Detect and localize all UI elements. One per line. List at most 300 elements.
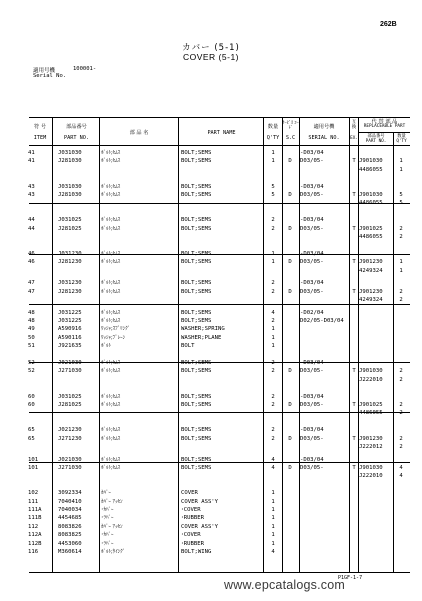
serial-range-cell: D03/05-: [300, 368, 324, 375]
part-name-cell: ･COVER: [181, 507, 201, 513]
quantity-cell: 4: [271, 549, 275, 555]
header-qty-jp: 数量: [267, 124, 279, 130]
replacement-qty-cell: 2: [399, 402, 403, 408]
item-cell: 52: [28, 360, 35, 366]
serial-range-cell: D03/05-: [300, 435, 324, 442]
table-row: [0, 216, 422, 224]
table-row: [0, 359, 422, 367]
replacement-qty-cell: 2: [399, 376, 403, 383]
quantity-cell: 1: [271, 250, 275, 257]
header-ex-jp: 互換: [351, 120, 357, 130]
part-number-cell: 8083825: [58, 532, 82, 539]
table-row: [0, 342, 422, 350]
serial-range-cell: -D03/04: [300, 217, 324, 224]
part-name-jp-cell: ﾎﾞﾙﾄ;ｾﾑｽ: [101, 368, 121, 375]
item-cell: 101: [28, 456, 39, 463]
service-code-cell: D: [288, 192, 292, 198]
table-row: [0, 443, 422, 451]
item-cell: 43: [28, 192, 35, 198]
serial-range-cell: -D03/04: [300, 183, 324, 190]
part-number-cell: J031025: [58, 217, 82, 224]
part-name-jp-cell: ﾎﾞﾙﾄ;ｾﾑｽ: [101, 360, 121, 366]
part-name-jp-cell: ﾎﾞﾙﾄ;ｾﾑｽ: [101, 217, 121, 224]
item-cell: 111A: [28, 507, 42, 513]
part-number-cell: 7040410: [58, 498, 82, 505]
header-serial: SERIAL NO.: [308, 135, 340, 141]
table-row: [0, 523, 422, 531]
table-row: [0, 225, 422, 233]
quantity-cell: 2: [271, 427, 275, 434]
table-row: [0, 548, 422, 556]
replacement-part-cell: 4486055: [359, 234, 383, 240]
part-name-jp-cell: ﾎﾞﾙﾄ;ｾﾑｽ: [101, 280, 121, 287]
part-name-cell: BOLT;SEMS: [181, 465, 212, 471]
part-number-cell: A590116: [58, 334, 82, 341]
item-cell: 48: [28, 318, 35, 324]
part-name-cell: BOLT;SEMS: [181, 250, 212, 257]
header-rpart: PART NO.: [365, 139, 387, 144]
quantity-cell: 1: [271, 334, 275, 341]
serial-range-cell: D03/05-: [300, 225, 324, 232]
header-name: PART NAME: [207, 130, 236, 136]
replacement-qty-cell: 1: [399, 166, 403, 173]
header-name-jp: 部 品 名: [129, 130, 149, 136]
quantity-cell: 2: [271, 402, 275, 408]
watermark: www.epcatalogs.com: [224, 578, 346, 592]
part-number-cell: J271030: [58, 368, 82, 375]
part-number-cell: J031030: [58, 150, 82, 156]
part-number-cell: J281025: [58, 225, 82, 232]
header-sc: S.C: [285, 135, 296, 141]
serial-range-cell: D03/05-: [300, 465, 324, 471]
part-name-cell: BOLT;SEMS: [181, 318, 212, 324]
part-number-cell: 7040034: [58, 507, 82, 513]
part-name-cell: WASHER;SPRING: [181, 326, 225, 333]
item-cell: 112: [28, 523, 39, 530]
part-number-cell: J031025: [58, 393, 82, 400]
serial-range-cell: D03/05-: [300, 259, 324, 266]
part-number-cell: J021230: [58, 427, 82, 434]
replacement-qty-cell: 2: [399, 225, 403, 232]
part-name-cell: BOLT;SEMS: [181, 435, 212, 442]
table-row: [0, 250, 422, 258]
quantity-cell: 1: [271, 532, 275, 539]
quantity-cell: 1: [271, 540, 275, 547]
service-code-cell: D: [288, 158, 292, 165]
header-rqty: Q'TY: [396, 139, 407, 144]
replacement-qty-cell: 2: [399, 368, 403, 375]
quantity-cell: 2: [271, 318, 275, 324]
service-code-cell: D: [288, 225, 292, 232]
part-name-cell: BOLT;SEMS: [181, 183, 212, 190]
page-title: COVER (5-1): [182, 52, 240, 62]
exchangeable-cell: T: [352, 225, 356, 232]
serial-range-cell: -D03/04: [300, 393, 324, 400]
exchangeable-cell: T: [352, 402, 356, 408]
service-code-cell: D: [288, 465, 292, 471]
part-number-cell: A590916: [58, 326, 82, 333]
replacement-part-cell: 4249324: [359, 267, 383, 274]
part-number-cell: J281230: [58, 259, 82, 266]
part-name-cell: BOLT;WING: [181, 549, 212, 555]
item-cell: 65: [28, 427, 35, 434]
footer-code: P1GF-1-7: [338, 575, 363, 581]
part-name-jp-cell: ･ｶﾊﾞｰ: [101, 532, 114, 539]
quantity-cell: 2: [271, 217, 275, 224]
replacement-part-cell: J901230: [359, 288, 383, 295]
part-name-cell: BOLT;SEMS: [181, 456, 212, 463]
part-number-cell: J031030: [58, 183, 82, 190]
table-row: [0, 233, 422, 241]
part-name-cell: BOLT;SEMS: [181, 158, 212, 165]
quantity-cell: 1: [271, 507, 275, 513]
replacement-qty-cell: 5: [399, 200, 403, 207]
service-code-cell: D: [288, 259, 292, 266]
replacement-part-cell: J222010: [359, 473, 383, 480]
quantity-cell: 1: [271, 326, 275, 333]
exchangeable-cell: T: [352, 288, 356, 295]
item-cell: 47: [28, 280, 35, 287]
serial-label: Serial No.: [33, 73, 67, 79]
part-name-jp-cell: ﾎﾞﾙﾄ;ｾﾑｽ: [101, 393, 121, 400]
part-name-jp-cell: ﾎﾞﾙﾄ;ｾﾑｽ: [101, 259, 121, 266]
replacement-part-cell: J901230: [359, 259, 383, 266]
page-number: 262B: [380, 21, 397, 28]
part-name-cell: COVER ASS'Y: [181, 523, 219, 530]
quantity-cell: 5: [271, 192, 275, 198]
part-number-cell: 4454685: [58, 515, 82, 522]
part-name-cell: WASHER;PLANE: [181, 334, 222, 341]
table-row: [0, 435, 422, 443]
table-row: [0, 317, 422, 325]
serial-range-cell: -D03/04: [300, 280, 324, 287]
table-row: [0, 191, 422, 199]
serial-range-cell: -D02/04: [300, 309, 324, 316]
part-name-jp-cell: ｶﾊﾞｰ ｱｯｾﾝ: [101, 523, 123, 530]
part-name-cell: BOLT;SEMS: [181, 192, 212, 198]
quantity-cell: 2: [271, 225, 275, 232]
item-cell: 41: [28, 150, 35, 156]
part-number-cell: J271230: [58, 435, 82, 442]
item-cell: 49: [28, 326, 35, 333]
table-row: [0, 540, 422, 548]
part-name-cell: COVER: [181, 490, 198, 497]
part-name-cell: BOLT;SEMS: [181, 309, 212, 316]
quantity-cell: 4: [271, 456, 275, 463]
part-number-cell: J021030: [58, 360, 82, 366]
part-number-cell: J281025: [58, 402, 82, 408]
item-cell: 52: [28, 368, 35, 375]
header-ex: EX.: [350, 136, 358, 141]
service-code-cell: D: [288, 402, 292, 408]
table-row: [0, 296, 422, 304]
table-row: [0, 401, 422, 409]
serial-range-cell: D03/05-: [300, 158, 324, 165]
replacement-qty-cell: 2: [399, 435, 403, 442]
service-code-cell: D: [288, 288, 292, 295]
part-name-cell: ･RUBBER: [181, 515, 205, 522]
part-name-jp-cell: ﾎﾞﾙﾄ;ｾﾑｽ: [101, 402, 121, 408]
replacement-part-cell: J901030: [359, 465, 383, 471]
table-row: [0, 149, 422, 157]
header-top-rule: [29, 117, 410, 118]
quantity-cell: 4: [271, 465, 275, 471]
replacement-qty-cell: 2: [399, 444, 403, 450]
header-part-jp: 部品番号: [66, 124, 87, 130]
part-number-cell: M360614: [58, 549, 82, 555]
table-row: [0, 514, 422, 522]
part-name-jp-cell: ｶﾊﾞｰ ｱｯｾﾝ: [101, 498, 123, 505]
table-row: [0, 199, 422, 207]
part-name-jp-cell: ･ﾗﾊﾞｰ: [101, 540, 114, 547]
item-cell: 46: [28, 259, 35, 266]
part-name-cell: BOLT;SEMS: [181, 259, 212, 266]
part-name-jp-cell: ﾎﾞﾙﾄ;ｾﾑｽ: [101, 183, 121, 190]
part-name-jp-cell: ﾎﾞﾙﾄ: [101, 343, 112, 350]
replacement-part-cell: J901030: [359, 368, 383, 375]
part-number-cell: J031230: [58, 250, 82, 257]
part-name-jp-cell: ﾎﾞﾙﾄ;ｾﾑｽ: [101, 225, 121, 232]
header-sc-jp: ｻｰﾋﾞｽ ｺｰﾄﾞ: [282, 121, 299, 131]
serial-range-cell: -D03/04: [300, 360, 324, 366]
part-name-jp-cell: ﾎﾞﾙﾄ;ｾﾑｽ: [101, 250, 121, 257]
table-row: [0, 489, 422, 497]
quantity-cell: 1: [271, 259, 275, 266]
replacement-qty-cell: 1: [399, 267, 403, 274]
item-cell: 60: [28, 393, 35, 400]
part-name-jp-cell: ﾜｯｼｬ;ﾌﾟﾚｰﾝ: [101, 334, 126, 341]
table-row: [0, 409, 422, 417]
item-cell: 116: [28, 549, 39, 555]
part-name-cell: BOLT;SEMS: [181, 225, 212, 232]
part-number-cell: J031225: [58, 309, 82, 316]
part-name-cell: BOLT;SEMS: [181, 393, 212, 400]
table-row: [0, 393, 422, 401]
header-qty: Q'TY: [266, 135, 280, 141]
quantity-cell: 2: [271, 368, 275, 375]
item-cell: 46: [28, 250, 35, 257]
item-cell: 50: [28, 334, 35, 341]
table-row: [0, 309, 422, 317]
serial-range-cell: D02/05-D03/04: [300, 318, 344, 324]
part-name-jp-cell: ﾎﾞﾙﾄ;ｾﾑｽ: [101, 465, 121, 471]
part-name-cell: BOLT;SEMS: [181, 368, 212, 375]
part-number-cell: J281030: [58, 192, 82, 198]
replacement-part-cell: 4486055: [359, 410, 383, 417]
replacement-part-cell: J222010: [359, 376, 383, 383]
table-row: [0, 376, 422, 384]
serial-range-cell: D03/05-: [300, 402, 324, 408]
item-cell: 102: [28, 490, 39, 497]
table-row: [0, 426, 422, 434]
replacement-qty-cell: 2: [399, 234, 403, 240]
replacement-qty-cell: 1: [399, 259, 403, 266]
quantity-cell: 2: [271, 393, 275, 400]
quantity-cell: 1: [271, 498, 275, 505]
exchangeable-cell: T: [352, 259, 356, 266]
table-row: [0, 456, 422, 464]
table-row: [0, 531, 422, 539]
quantity-cell: 1: [271, 150, 275, 156]
part-name-jp-cell: ﾎﾞﾙﾄ;ｾﾑｽ: [101, 309, 121, 316]
replacement-part-cell: J901030: [359, 192, 383, 198]
table-row: [0, 472, 422, 480]
replacement-part-cell: J901030: [359, 158, 383, 165]
header-replace-divider: [359, 132, 410, 133]
part-name-jp-cell: ･ｶﾊﾞｰ: [101, 507, 114, 513]
header-bottom-rule: [29, 145, 410, 146]
quantity-cell: 1: [271, 158, 275, 165]
header-part: PART NO.: [64, 135, 89, 141]
part-name-cell: BOLT;SEMS: [181, 217, 212, 224]
table-row: [0, 183, 422, 191]
serial-range-cell: -D03/04: [300, 427, 324, 434]
quantity-cell: 2: [271, 435, 275, 442]
table-row: [0, 267, 422, 275]
item-cell: 44: [28, 217, 35, 224]
item-cell: 47: [28, 288, 35, 295]
part-name-cell: BOLT;SEMS: [181, 360, 212, 366]
header-rpart-jp: 部品番号: [367, 134, 385, 139]
part-name-cell: BOLT;SEMS: [181, 427, 212, 434]
part-name-cell: ･COVER: [181, 532, 201, 539]
item-cell: 112A: [28, 532, 42, 539]
item-cell: 101: [28, 465, 39, 471]
part-name-jp-cell: ﾎﾞﾙﾄ;ｾﾑｽ: [101, 192, 121, 198]
replacement-qty-cell: 2: [399, 410, 403, 417]
quantity-cell: 1: [271, 490, 275, 497]
table-row: [0, 258, 422, 266]
quantity-cell: 1: [271, 523, 275, 530]
replacement-part-cell: J222012: [359, 444, 383, 450]
serial-label-jp: 適用号機: [33, 68, 56, 74]
item-cell: 111B: [28, 515, 42, 522]
replacement-part-cell: 4486055: [359, 166, 383, 173]
item-cell: 60: [28, 402, 35, 408]
part-number-cell: J281030: [58, 158, 82, 165]
serial-value: 100001-: [73, 66, 97, 72]
table-row: [0, 334, 422, 342]
quantity-cell: 4: [271, 309, 275, 316]
part-name-cell: BOLT;SEMS: [181, 280, 212, 287]
replacement-qty-cell: 4: [399, 473, 403, 480]
part-name-jp-cell: ﾎﾞﾙﾄ;ｾﾑｽ: [101, 435, 121, 442]
part-name-jp-cell: ･ﾗﾊﾞｰ: [101, 515, 114, 522]
serial-range-cell: -D03/04: [300, 150, 324, 156]
replacement-part-cell: J901230: [359, 435, 383, 442]
serial-range-cell: D03/05-: [300, 192, 324, 198]
item-cell: 48: [28, 309, 35, 316]
replacement-qty-cell: 2: [399, 297, 403, 303]
part-number-cell: J021030: [58, 456, 82, 463]
part-name-cell: BOLT;SEMS: [181, 150, 212, 156]
part-name-jp-cell: ﾎﾞﾙﾄ;ｾﾑｽ: [101, 158, 121, 165]
header-rqty-jp: 数量: [397, 134, 406, 139]
part-name-jp-cell: ﾎﾞﾙﾄ;ｳｲﾝｸﾞ: [101, 549, 126, 555]
replacement-qty-cell: 5: [399, 192, 403, 198]
header-item-jp: 符 号: [33, 124, 47, 130]
part-name-jp-cell: ﾎﾞﾙﾄ;ｾﾑｽ: [101, 427, 121, 434]
part-name-cell: COVER ASS'Y: [181, 498, 219, 505]
part-number-cell: J271030: [58, 465, 82, 471]
item-cell: 41: [28, 158, 35, 165]
part-name-jp-cell: ﾎﾞﾙﾄ;ｾﾑｽ: [101, 318, 121, 324]
quantity-cell: 2: [271, 280, 275, 287]
part-number-cell: J281230: [58, 288, 82, 295]
exchangeable-cell: T: [352, 465, 356, 471]
table-bottom-rule: [29, 572, 410, 573]
item-cell: 112B: [28, 540, 42, 547]
table-row: [0, 506, 422, 514]
header-replace: REPLACEABLE PART: [363, 124, 406, 129]
header-serial-jp: 適用号機: [313, 124, 335, 130]
replacement-part-cell: J901025: [359, 402, 383, 408]
part-number-cell: 8083826: [58, 523, 82, 530]
quantity-cell: 5: [271, 183, 275, 190]
table-row: [0, 325, 422, 333]
item-cell: 44: [28, 225, 35, 232]
table-row: [0, 279, 422, 287]
page-title-jp: カバー (5-1): [182, 43, 240, 53]
part-name-jp-cell: ﾎﾞﾙﾄ;ｾﾑｽ: [101, 456, 121, 463]
part-name-jp-cell: ﾜｯｼｬ;ｽﾌﾟﾘﾝｸﾞ: [101, 326, 131, 333]
serial-range-cell: -D03/04: [300, 250, 324, 257]
serial-range-cell: -D03/04: [300, 456, 324, 463]
part-number-cell: J921635: [58, 343, 82, 350]
replacement-qty-cell: 2: [399, 288, 403, 295]
table-row: [0, 498, 422, 506]
part-name-cell: ･RUBBER: [181, 540, 205, 547]
part-number-cell: J031230: [58, 280, 82, 287]
service-code-cell: D: [288, 435, 292, 442]
item-cell: 65: [28, 435, 35, 442]
replacement-qty-cell: 4: [399, 465, 403, 471]
quantity-cell: 2: [271, 288, 275, 295]
header-item: ITEM: [33, 135, 47, 141]
replacement-part-cell: 4486055: [359, 200, 383, 207]
part-number-cell: 3092334: [58, 490, 82, 497]
serial-range-cell: D03/05-: [300, 288, 324, 295]
part-name-jp-cell: ｶﾊﾞｰ: [101, 490, 112, 497]
replacement-part-cell: 4249324: [359, 297, 383, 303]
part-name-cell: BOLT;SEMS: [181, 402, 212, 408]
table-row: [0, 464, 422, 472]
exchangeable-cell: T: [352, 435, 356, 442]
part-name-jp-cell: ﾎﾞﾙﾄ;ｾﾑｽ: [101, 150, 121, 156]
item-cell: 51: [28, 343, 35, 350]
quantity-cell: 1: [271, 515, 275, 522]
part-number-cell: 4453060: [58, 540, 82, 547]
exchangeable-cell: T: [352, 158, 356, 165]
exchangeable-cell: T: [352, 368, 356, 375]
part-number-cell: J031225: [58, 318, 82, 324]
table-row: [0, 288, 422, 296]
item-cell: 111: [28, 498, 39, 505]
part-name-cell: BOLT: [181, 343, 195, 350]
part-name-cell: BOLT;SEMS: [181, 288, 212, 295]
replacement-part-cell: J901025: [359, 225, 383, 232]
service-code-cell: D: [288, 368, 292, 375]
table-row: [0, 367, 422, 375]
item-cell: 43: [28, 183, 35, 190]
quantity-cell: 2: [271, 360, 275, 366]
replacement-qty-cell: 1: [399, 158, 403, 165]
table-row: [0, 166, 422, 174]
header-replace-jp: 代 替 部 品: [371, 119, 398, 125]
quantity-cell: 1: [271, 343, 275, 350]
exchangeable-cell: T: [352, 192, 356, 198]
part-name-jp-cell: ﾎﾞﾙﾄ;ｾﾑｽ: [101, 288, 121, 295]
